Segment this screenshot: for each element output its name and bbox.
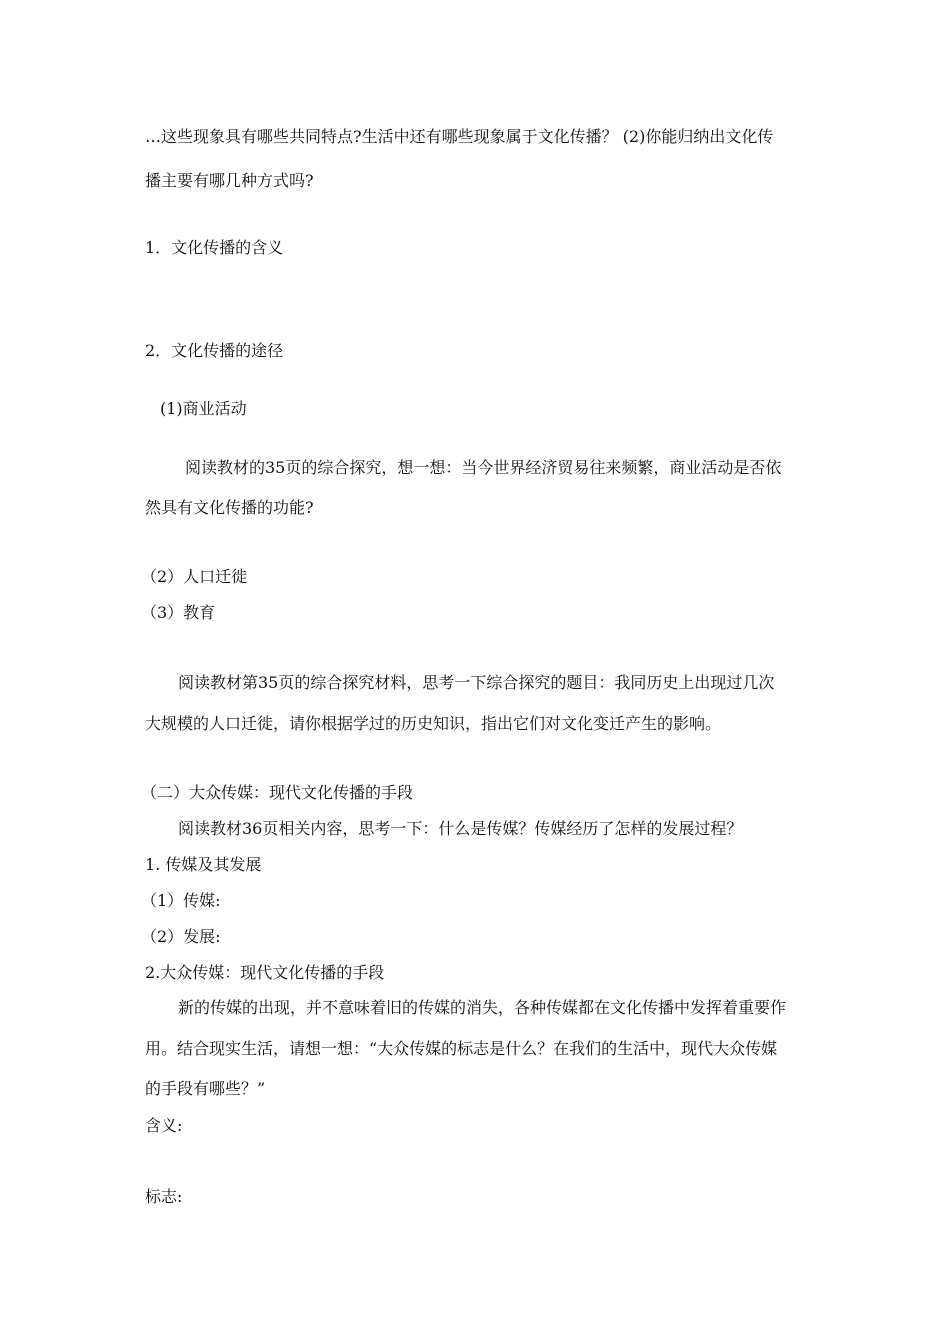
field-label: 含义:	[145, 1116, 183, 1135]
subsection-heading: （2）人口迁徙	[141, 567, 248, 586]
section-heading: 1. 传媒及其发展	[145, 855, 262, 874]
paragraph-line: 的手段有哪些？”	[145, 1079, 266, 1098]
section-heading: 2.大众传媒：现代文化传播的手段	[145, 963, 385, 982]
paragraph-line: 播主要有哪几种方式吗?	[145, 171, 314, 190]
paragraph-line: 阅读教材的35页的综合探究，想一想：当今世界经济贸易往来频繁，商业活动是否依	[185, 458, 782, 477]
list-item: （1）传媒:	[141, 891, 221, 910]
section-heading: 1．文化传播的含义	[145, 238, 284, 257]
paragraph-line: 用。结合现实生活，请想一想：“大众传媒的标志是什么？在我们的生活中，现代大众传媒	[145, 1039, 778, 1058]
paragraph-line: 阅读教材第35页的综合探究材料，思考一下综合探究的题目：我同历史上出现过几次	[178, 673, 775, 692]
paragraph-line: …这些现象具有哪些共同特点?生活中还有哪些现象属于文化传播？ (2)你能归纳出文化传	[145, 127, 774, 146]
field-label: 标志:	[145, 1187, 183, 1206]
paragraph-line: 然具有文化传播的功能?	[145, 498, 314, 517]
subsection-heading: （3）教育	[141, 603, 216, 622]
paragraph-line: 阅读教材36页相关内容，思考一下：什么是传媒？传媒经历了怎样的发展过程？	[178, 819, 743, 838]
section-heading: 2．文化传播的途径	[145, 341, 284, 360]
section-heading: （二）大众传媒：现代文化传播的手段	[141, 783, 414, 802]
paragraph-line: 新的传媒的出现，并不意味着旧的传媒的消失，各种传媒都在文化传播中发挥着重要作	[178, 998, 787, 1017]
paragraph-line: 大规模的人口迁徙，请你根据学过的历史知识，指出它们对文化变迁产生的影响。	[145, 714, 722, 733]
subsection-heading: (1)商业活动	[160, 399, 247, 418]
list-item: （2）发展:	[141, 927, 221, 946]
